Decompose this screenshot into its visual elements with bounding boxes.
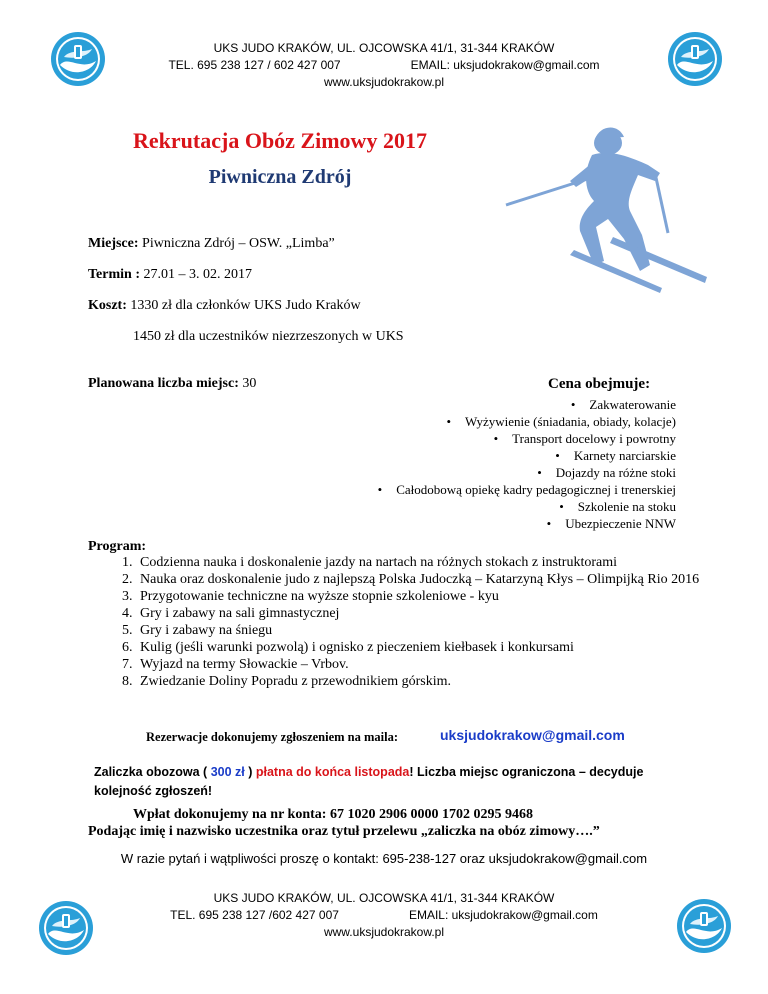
list-item: • Transport docelowy i powrotny [493,431,676,446]
list-item: • Ubezpieczenie NNW [546,516,676,531]
deposit-text: ! Liczba miejsc ograniczona – decyduje kolejność zgłoszeń! [94,765,644,798]
list-item: 3. Przygotowanie techniczne na wyższe stopnie szkoleniowe - kyu [136,588,716,605]
list-item: • Karnety narciarskie [555,448,676,463]
footer-contact-row [0,907,768,924]
list-item: • Dojazdy na różne stoki [537,465,676,480]
header-address: UKS JUDO KRAKÓW, UL. OJCOWSKA 41/1, 31-344 KRAKÓW [213,41,555,55]
deposit-text: Zaliczka obozowa ( [94,765,211,779]
program-title: Program: [88,539,147,554]
reservation-text: Rezerwacje dokonujemy zgłoszeniem na maila: [146,730,399,744]
footer-web: www.uksjudokrakow.pl [323,925,445,939]
list-item: 4. Gry i zabawy na sali gimnastycznej [136,605,716,622]
list-item: 7. Wyjazd na termy Słowackie – Vrbov. [136,656,716,673]
bank-transfer-title: Podając imię i nazwisko uczestnika oraz tytuł przelewu „zaliczka na obóz zimowy….” [88,824,600,839]
header-block [0,40,768,91]
termin-value: 27.01 – 3. 02. 2017 [139,267,252,282]
list-item: 1. Codzienna nauka i doskonalenie jazdy na nartach na różnych stokach z instruktorami [136,554,716,571]
termin-label: Termin : [88,267,140,282]
header-web: www.uksjudokrakow.pl [323,75,445,89]
list-item: 6. Kulig (jeśli warunki pozwolą) i ognisko z pieczeniem kiełbasek i konkursami [136,639,716,656]
miejsca-label: Planowana liczba miejsc: [88,376,239,391]
contact-line: W razie pytań i wątpliwości proszę o kontakt: 695-238-127 oraz uksjudokrakow@gmail.com [120,851,648,866]
detail-termin [88,267,252,283]
deposit-deadline: płatna do końca listopada [255,765,410,779]
skier-silhouette-icon [500,115,710,295]
cena-list [378,396,676,532]
list-item: • Szkolenie na stoku [559,499,676,514]
list-item: • Zakwaterowanie [570,397,676,412]
cena-title: Cena obejmuje: [548,376,651,392]
deposit-amount: 300 zł [210,765,245,779]
page-subtitle: Piwniczna Zdrój [208,166,352,188]
header-contact-row [0,57,768,74]
detail-koszt [88,298,361,314]
list-item: 8. Zwiedzanie Doliny Popradu z przewodnikiem górskim. [136,673,716,690]
footer-block [0,890,768,941]
koszt-value-2: 1450 zł dla uczestników niezrzeszonych w UKS [133,329,404,344]
bank-account: Wpłat dokonujemy na nr konta: 67 1020 2906 0000 1702 0295 9468 [133,807,533,822]
header-tel: TEL. 695 238 127 / 602 427 007 [168,58,341,72]
bank-info [88,806,748,840]
reservation-email-link[interactable]: uksjudokrakow@gmail.com [440,727,625,743]
footer-tel: TEL. 695 238 127 /602 427 007 [170,908,339,922]
list-item: • Wyżywienie (śniadania, obiady, kolacje) [446,414,676,429]
koszt-label: Koszt: [88,298,127,313]
miejsca-value: 30 [238,376,257,391]
deposit-info [94,763,694,801]
koszt-value: 1330 zł dla członków UKS Judo Kraków [126,298,361,313]
footer-address: UKS JUDO KRAKÓW, UL. OJCOWSKA 41/1, 31-344 KRAKÓW [213,891,555,905]
footer-email: EMAIL: uksjudokrakow@gmail.com [408,908,598,922]
list-item: 2. Nauka oraz doskonalenie judo z najlepszą Polska Judoczką – Katarzyną Kłys – Olimpijką Rio 2016 [136,571,716,588]
detail-miejsca [88,376,256,392]
detail-miejsce [88,236,335,252]
program-list [100,554,716,690]
header-email: EMAIL: uksjudokrakow@gmail.com [410,58,600,72]
page-title: Rekrutacja Obóz Zimowy 2017 [133,128,427,153]
miejsce-value: Piwniczna Zdrój – OSW. „Limba” [138,236,335,251]
list-item: • Całodobową opiekę kadry pedagogicznej i trenerskiej [377,482,676,497]
list-item: 5. Gry i zabawy na śniegu [136,622,716,639]
miejsce-label: Miejsce: [88,236,139,251]
deposit-text: ) [244,765,256,779]
